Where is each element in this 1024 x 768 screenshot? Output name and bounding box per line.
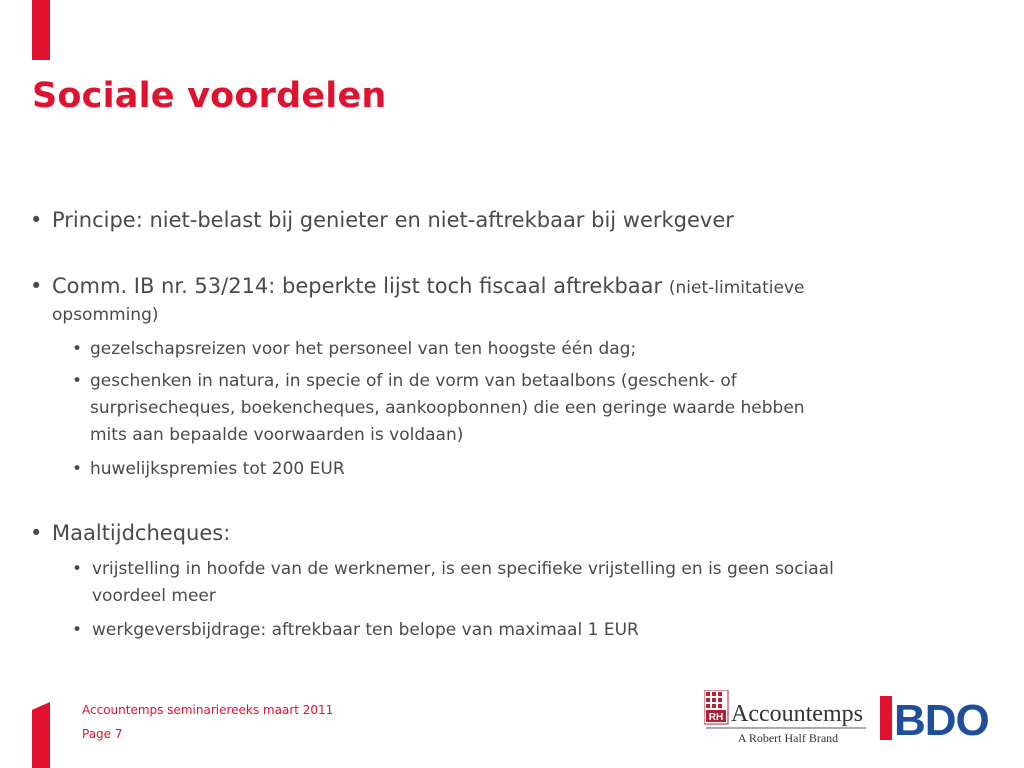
- sub-item-gezelschapsreizen: gezelschapsreizen voor het personeel van ten hoogste één dag;: [90, 339, 637, 359]
- accountemps-logo: [704, 690, 870, 746]
- accountemps-wordmark: Accountemps: [731, 701, 863, 727]
- bottom-accent-bar: [32, 702, 50, 768]
- bullet-comm-ib-note-cont: opsomming): [52, 305, 159, 325]
- bullet-dot: •: [30, 521, 43, 545]
- bdo-wordmark: BDO: [894, 696, 989, 742]
- bullet-dot: •: [30, 208, 43, 232]
- bullet-maaltijdcheques: Maaltijdcheques:: [52, 521, 231, 545]
- sub-bullet-dot: •: [72, 339, 83, 359]
- bdo-logo: [880, 694, 994, 742]
- bullet-comm-ib-main: Comm. IB nr. 53/214: beperkte lijst toch fiscaal aftrekbaar: [52, 274, 663, 298]
- sub-item-geschenken-line2: surprisecheques, boekencheques, aankoopbonnen) die een geringe waarde hebben: [90, 398, 805, 418]
- sub-item-geschenken-line1: geschenken in natura, in specie of in de vorm van betaalbons (geschenk- of: [90, 371, 737, 391]
- sub-bullet-dot: •: [72, 459, 83, 479]
- bullet-comm-ib: [52, 271, 804, 303]
- sub-item-vrijstelling-line1: vrijstelling in hoofde van de werknemer, is een specifieke vrijstelling en is geen sociaal: [92, 559, 834, 579]
- robert-half-grid-icon: [704, 690, 728, 724]
- bullet-principe: Principe: niet-belast bij genieter en niet-aftrekbaar bij werkgever: [52, 208, 734, 232]
- bdo-red-bar: [880, 696, 892, 740]
- rh-badge-text: RH: [708, 712, 724, 723]
- footer-series: Accountemps seminariereeks maart 2011: [82, 703, 334, 717]
- sub-bullet-dot: •: [72, 371, 83, 391]
- sub-bullet-dot: •: [72, 559, 83, 579]
- sub-item-huwelijkspremies: huwelijkspremies tot 200 EUR: [90, 459, 345, 479]
- sub-item-vrijstelling-line2: voordeel meer: [92, 586, 216, 606]
- top-accent-bar: [32, 0, 50, 60]
- bullet-comm-ib-note: (niet-limitatieve: [668, 278, 805, 298]
- sub-item-werkgeversbijdrage: werkgeversbijdrage: aftrekbaar ten belope van maximaal 1 EUR: [92, 620, 639, 640]
- bullet-dot: •: [30, 274, 43, 298]
- slide-title: Sociale voordelen: [32, 76, 387, 116]
- sub-bullet-dot: •: [72, 620, 83, 640]
- sub-item-geschenken-line3: mits aan bepaalde voorwaarden is voldaan): [90, 425, 464, 445]
- footer-page-number: Page 7: [82, 727, 123, 741]
- accountemps-tagline: A Robert Half Brand: [737, 731, 839, 745]
